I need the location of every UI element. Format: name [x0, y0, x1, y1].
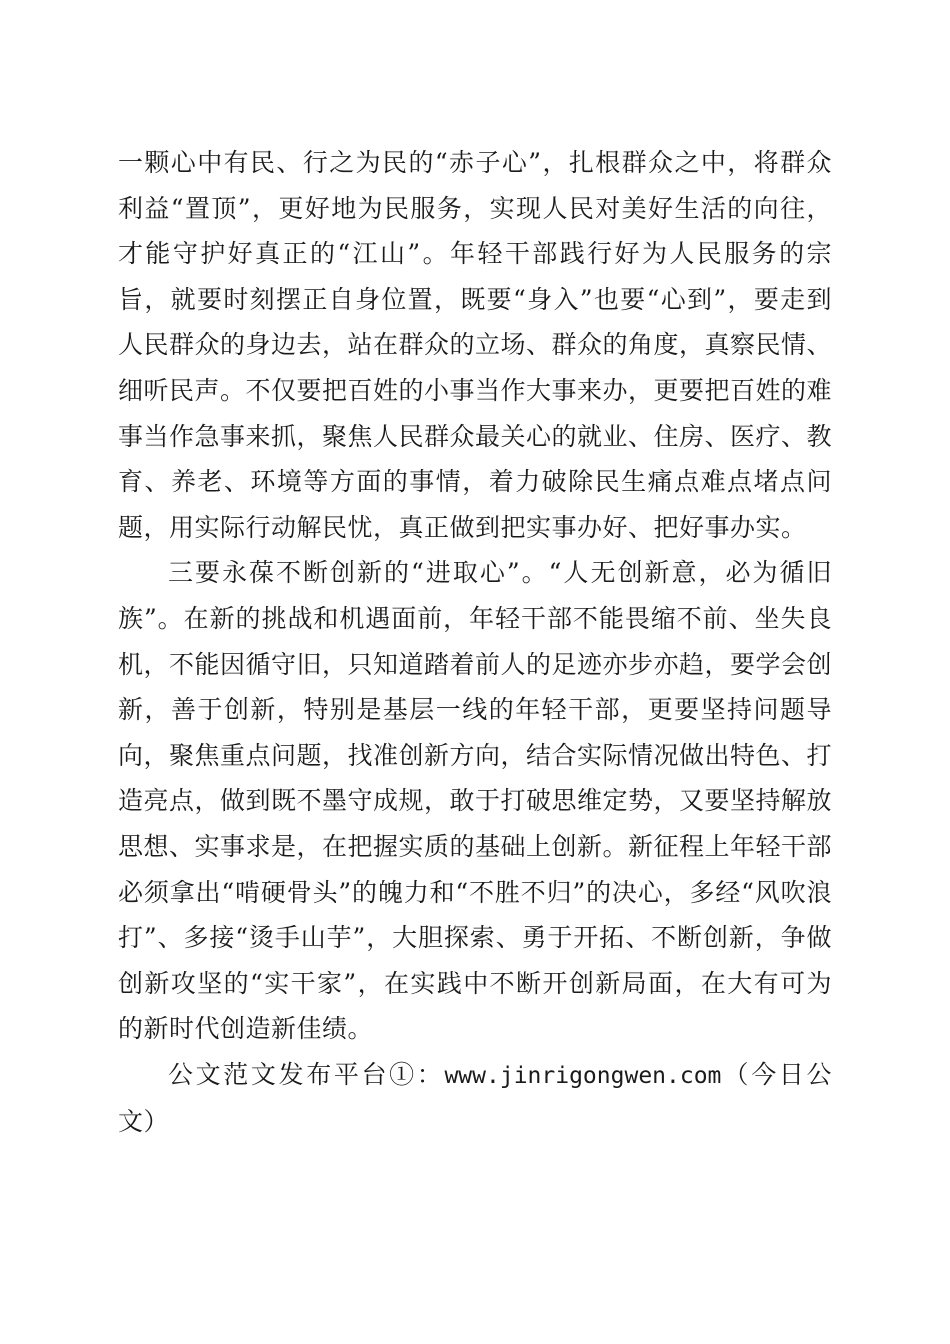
paragraph-people-service: 一颗心中有民、行之为民的“赤子心”，扎根群众之中，将群众利益“置顶”，更好地为民服务，实现人民对美好生活的向往，才能守护好真正的“江山”。年轻干部践行好为人民服务的宗旨，就要时刻摆正自身位置，既要“身入”也要“心到”，要走到人民群众的身边去，站在群众的立场、群众的角度，真察民情、细听民声。不仅要把百姓的小事当作大事来办，更要把百姓的难事当作急事来抓，聚焦人民群众最关心的就业、住房、医疗、教育、养老、环境等方面的事情，着力破除民生痛点难点堵点问题，用实际行动解民忧，真正做到把实事办好、把好事办实。: [118, 148, 833, 542]
paragraph-innovation: 三要永葆不断创新的“进取心”。“人无创新意，必为循旧族”。在新的挑战和机遇面前，年轻干部不能畏缩不前、坐失良机，不能因循守旧，只知道踏着前人的足迹亦步亦趋，要学会创新，善于创新，特别是基层一线的年轻干部，更要坚持问题导向，聚焦重点问题，找准创新方向，结合实际情况做出特色、打造亮点，做到既不墨守成规，敢于打破思维定势，又要坚持解放思想、实事求是，在把握实质的基础上创新。新征程上年轻干部必须拿出“啃硬骨头”的魄力和“不胜不归”的决心，多经“风吹浪打”、多接“烫手山芋”，大胆探索、勇于开拓、不断创新，争做创新攻坚的“实干家”，在实践中不断开创新局面，在大有可为的新时代创造新佳绩。: [118, 558, 833, 1044]
document-body: [118, 140, 832, 1145]
platform-suffix: （今日公文）: [118, 1059, 832, 1137]
platform-prefix: 公文范文发布平台①：: [168, 1059, 445, 1089]
publish-platform-line: [118, 1052, 832, 1145]
platform-url: www.jinrigongwen.com: [444, 1062, 722, 1089]
